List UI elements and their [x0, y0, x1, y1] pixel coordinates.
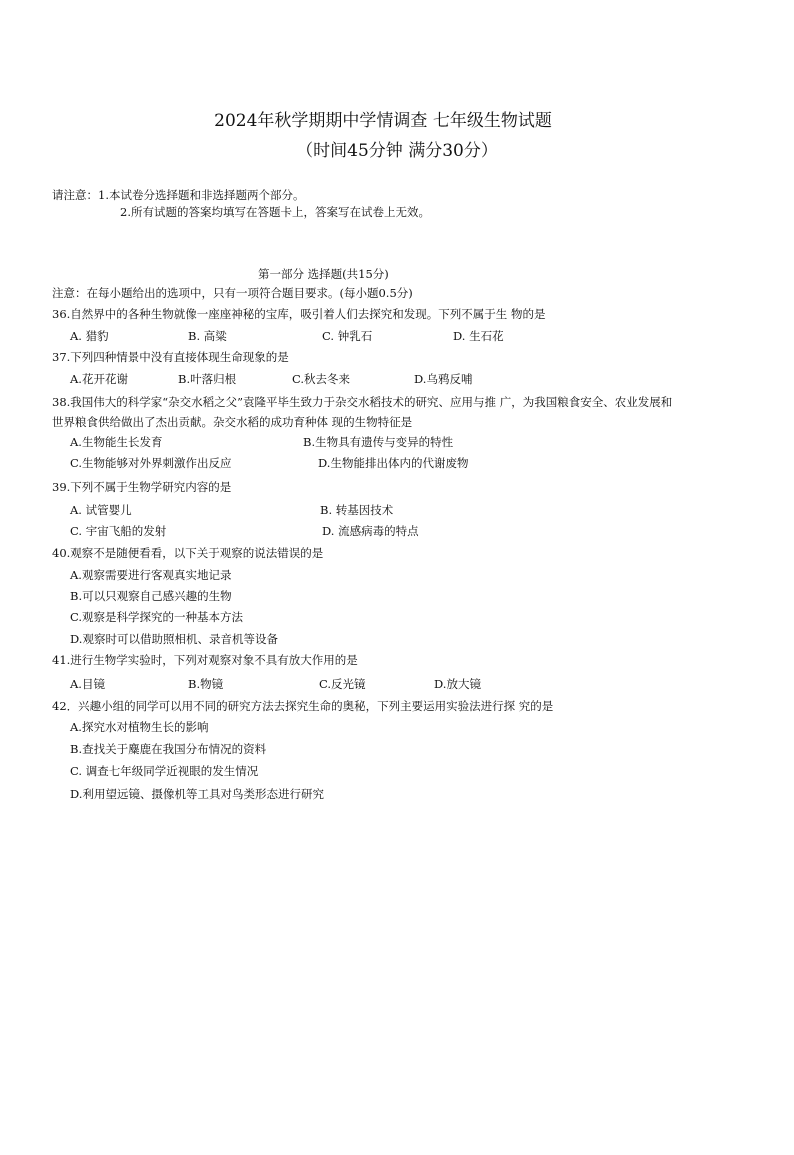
question-38-option-b: B.生物具有遗传与变异的特性: [303, 435, 454, 449]
notice-line-1: 请注意：1.本试卷分选择题和非选择题两个部分。: [52, 188, 305, 202]
question-39-option-a: A. 试管婴儿: [70, 503, 132, 517]
notice-line-2: 2.所有试题的答案均填写在答题卡上，答案写在试卷上无效。: [120, 205, 430, 219]
question-36-stem: 36.自然界中的各种生物就像一座座神秘的宝库，吸引着人们去探究和发现。下列不属于生 物的是: [52, 307, 546, 321]
question-37-option-d: D.乌鸦反哺: [414, 372, 473, 386]
question-38-option-d: D.生物能排出体内的代谢废物: [318, 456, 469, 470]
section-title: 第一部分 选择题(共15分): [258, 267, 389, 281]
question-41-option-d: D.放大镜: [434, 677, 481, 691]
question-36-option-c: C. 钟乳石: [322, 329, 373, 343]
question-40-option-c: C.观察是科学探究的一种基本方法: [70, 610, 244, 624]
question-37-option-a: A.花开花谢: [70, 372, 128, 386]
question-42-option-b: B.查找关于麋鹿在我国分布情况的资料: [70, 742, 267, 756]
question-37-option-b: B.叶落归根: [178, 372, 237, 386]
section-note: 注意：在每小题给出的选项中，只有一项符合题目要求。(每小题0.5分): [52, 286, 413, 300]
question-37-option-c: C.秋去冬来: [292, 372, 351, 386]
question-36-option-a: A. 猎豹: [70, 329, 109, 343]
page-title: 2024年秋学期期中学情调查 七年级生物试题: [214, 111, 552, 131]
question-38-stem-continued: 世界粮食供给做出了杰出贡献。杂交水稻的成功育种体 现的生物特征是: [52, 415, 413, 429]
question-42-option-d: D.利用望远镜、摄像机等工具对鸟类形态进行研究: [70, 787, 324, 801]
question-36-option-d: D. 生石花: [453, 329, 504, 343]
question-38-option-a: A.生物能生长发育: [70, 435, 163, 449]
question-42-option-a: A.探究水对植物生长的影响: [70, 720, 209, 734]
question-39-stem: 39.下列不属于生物学研究内容的是: [52, 480, 232, 494]
question-40-option-b: B.可以只观察自己感兴趣的生物: [70, 589, 232, 603]
question-41-stem: 41.进行生物学实验时，下列对观察对象不具有放大作用的是: [52, 653, 358, 667]
question-41-option-a: A.目镜: [70, 677, 105, 691]
question-40-stem: 40.观察不是随便看看，以下关于观察的说法错误的是: [52, 546, 324, 560]
question-36-option-b: B. 高粱: [188, 329, 227, 343]
question-39-option-d: D. 流感病毒的特点: [322, 524, 419, 538]
question-37-stem: 37.下列四种情景中没有直接体现生命现象的是: [52, 350, 289, 364]
question-40-option-a: A.观察需要进行客观真实地记录: [70, 568, 232, 582]
question-39-option-c: C. 宇宙飞船的发射: [70, 524, 167, 538]
page-subtitle: （时间45分钟 满分30分）: [296, 141, 498, 161]
question-38-stem: 38.我国伟大的科学家“杂交水稻之父”袁隆平毕生致力于杂交水稻技术的研究、应用与推 广，为我国粮食安全、农业发展和: [52, 395, 673, 409]
question-39-option-b: B. 转基因技术: [320, 503, 394, 517]
question-42-option-c: C. 调查七年级同学近视眼的发生情况: [70, 764, 259, 778]
question-40-option-d: D.观察时可以借助照相机、录音机等设备: [70, 632, 278, 646]
question-38-option-c: C.生物能够对外界刺激作出反应: [70, 456, 232, 470]
question-41-option-c: C.反光镜: [319, 677, 366, 691]
question-42-stem: 42．兴趣小组的同学可以用不同的研究方法去探究生命的奥秘，下列主要运用实验法进行探 究的是: [52, 699, 554, 713]
question-41-option-b: B.物镜: [188, 677, 224, 691]
